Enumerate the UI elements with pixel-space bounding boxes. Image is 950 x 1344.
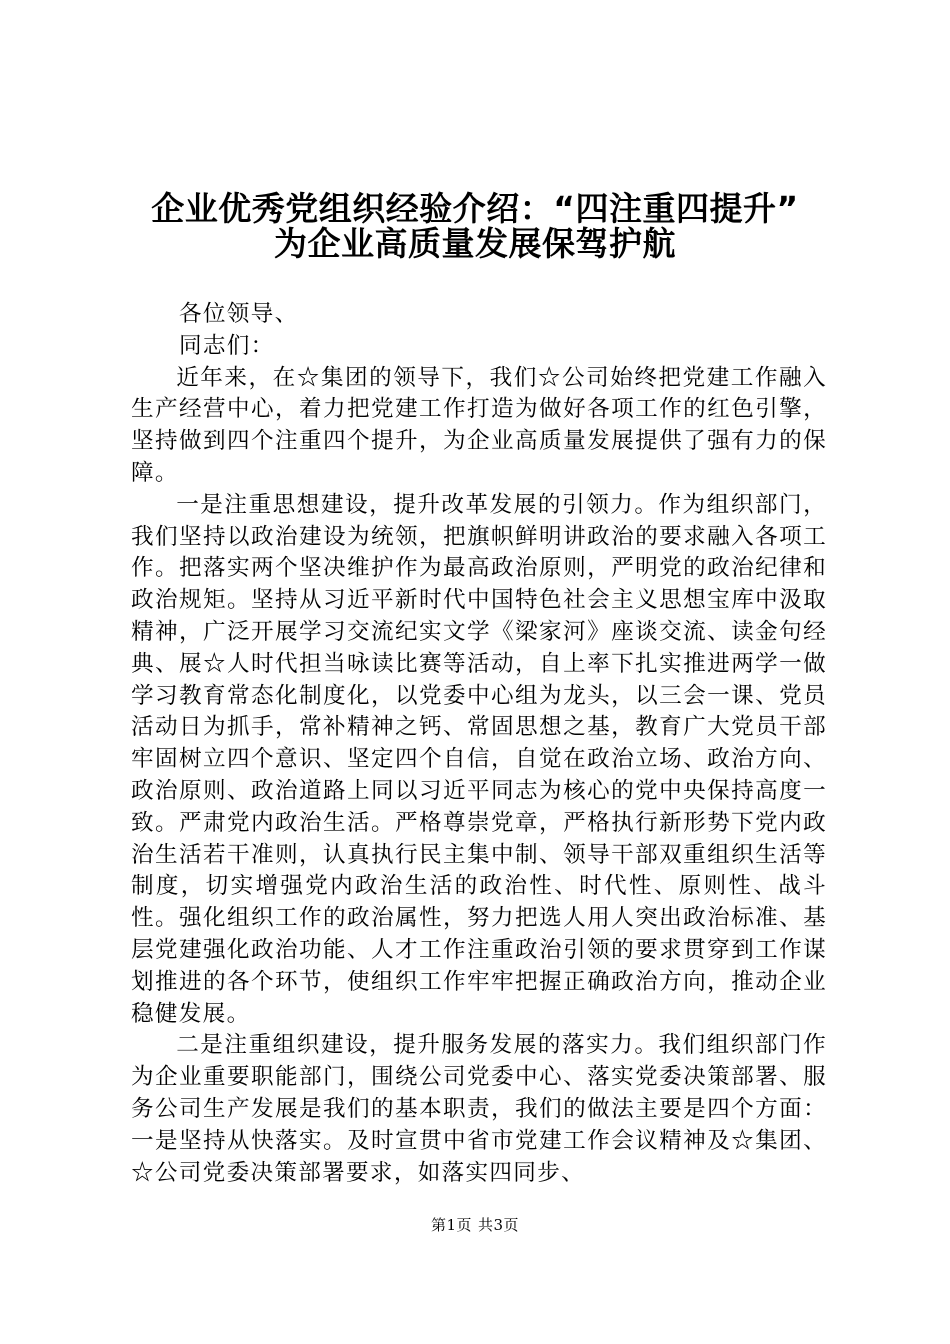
paragraph-intro: 近年来，在☆集团的领导下，我们☆公司始终把党建工作融入生产经营中心，着力把党建工作打造为做好各项工作的红色引擎，坚持做到四个注重四个提升，为企业高质量发展提供了强有力的保障。: [131, 364, 827, 486]
page-total: 共3页: [478, 1216, 520, 1234]
paragraph-organization: 二是注重组织建设，提升服务发展的落实力。我们组织部门作为企业重要职能部门，围绕公司党委中心、落实党委决策部署、服务公司生产发展是我们的基本职责，我们的做法主要是四个方面：一是坚持从快落实。及时宣贯中省市党建工作会议精神及☆集团、☆公司党委决策部署要求，如落实四同步、: [131, 1032, 827, 1186]
document-body: [131, 299, 827, 1189]
document-title-line-2: 为企业高质量发展保驾护航: [274, 224, 676, 263]
salutation-comrades: 同志们：: [179, 332, 275, 359]
page-number: 第1页: [430, 1216, 472, 1234]
page-footer: [0, 1215, 950, 1235]
document-title-line-1: 企业优秀党组织经验介绍：“四注重四提升”: [151, 189, 799, 228]
paragraph-ideology: 一是注重思想建设，提升改革发展的引领力。作为组织部门，我们坚持以政治建设为统领，把旗帜鲜明讲政治的要求融入各项工作。把落实两个坚决维护作为最高政治原则，严明党的政治纪律和政治规矩。坚持从习近平新时代中国特色社会主义思想宝库中汲取精神，广泛开展学习交流纪实文学《梁家河》座谈交流、读金句经典、展☆人时代担当咏读比赛等活动，自上率下扎实推进两学一做学习教育常态化制度化，以党委中心组为龙头，以三会一课、党员活动日为抓手，常补精神之钙、常固思想之基，教育广大党员干部牢固树立四个意识、坚定四个自信，自觉在政治立场、政治方向、政治原则、政治道路上同以习近平同志为核心的党中央保持高度一致。严肃党内政治生活。严格尊崇党章，严格执行新形势下党内政治生活若干准则，认真执行民主集中制、领导干部双重组织生活等制度，切实增强党内政治生活的政治性、时代性、原则性、战斗性。强化组织工作的政治属性，努力把选人用人突出政治标准、基层党建强化政治功能、人才工作注重政治引领的要求贯穿到工作谋划推进的各个环节，使组织工作牢牢把握正确政治方向，推动企业稳健发展。: [131, 491, 827, 1027]
salutation-leaders: 各位领导、: [179, 301, 299, 327]
